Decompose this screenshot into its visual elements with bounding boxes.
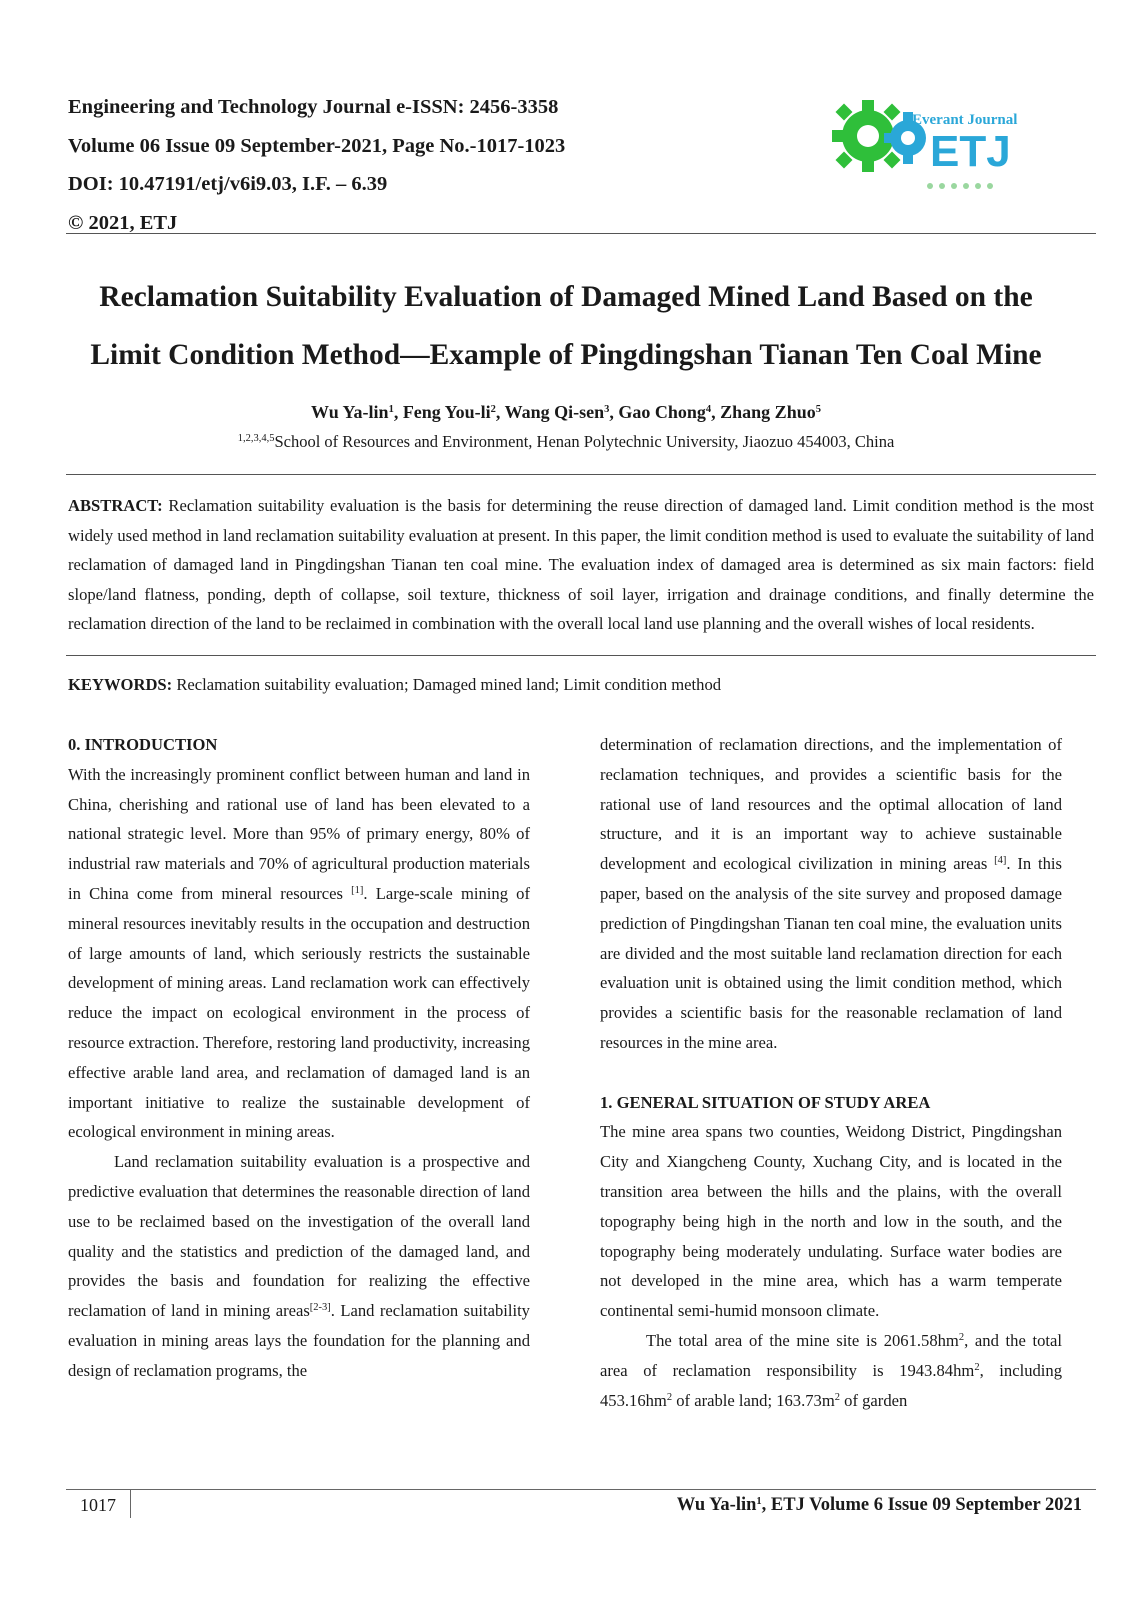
intro-paragraph-1: With the increasingly prominent conflict between human and land in China, cherishing and rational use of land has been elevated to a national strategic level. More than 95% of primary energy, 80% of industrial raw materials and 70% of agricultural production materials in China come from mineral resources [1]. Large-scale mining of mineral resources inevitably results in the occupation and destruction of large amounts of land, which seriously restricts the sustainable development of mining areas. Land reclamation work can effectively reduce the impact on ecological environment in the process of resource extraction. Therefore, restoring land productivity, increasing effective arable land area, and reclamation of damaged land is an important initiative to realize the sustainable development of ecological environment in mining areas. [68,764,530,1142]
citation-ref: [2-3] [309,1302,331,1314]
author-sup: 3 [604,404,610,415]
right-column [600,730,1062,1415]
keywords-label: KEYWORDS: [68,675,173,694]
footer-divider [66,1489,1096,1490]
copyright-line: © 2021, ETJ [68,211,178,234]
keywords [68,673,1094,697]
section-1-paragraph-2: The total area of the mine site is $2061.58hm^2$, and the total area of reclamation responsibility is $1943.84hm^2$, including $453.16hm^2$ of arable land; $163.73m^2$ of garden [600,1330,1062,1410]
logo-text-top: Everant Journal [912,112,1018,128]
section-1-heading: 1. GENERAL SITUATION OF STUDY AREA [600,1092,931,1112]
abstract [68,491,1094,639]
citation-ref: [4] [994,855,1007,867]
page-number-divider [130,1490,131,1518]
abstract-label: ABSTRACT: [68,496,163,515]
introduction-heading: 0. INTRODUCTION [68,735,218,754]
abstract-top-divider [66,474,1096,475]
journal-issn-line: Engineering and Technology Journal e-ISSN: 2456-3358 [68,96,559,118]
header-divider [66,233,1096,234]
page-number: 1017 [80,1495,116,1515]
keywords-text: Reclamation suitability evaluation; Damaged mined land; Limit condition method [172,675,722,694]
author-name: Wang Qi-sen [504,402,605,422]
affiliation-sup: 1,2,3,4,5 [237,433,275,444]
intro-paragraph-2: Land reclamation suitability evaluation is a prospective and predictive evaluation that determines the reasonable direction of land use to be reclaimed based on the investigation of the overall land quality and the statistics and prediction of the damaged land, and provides the basis and foundation for realizing the effective reclamation of land in mining areas[2-3]. Land reclamation suitability evaluation in mining areas lays the foundation for the planning and design of reclamation programs, the [68,1152,530,1380]
title-line-2: Limit Condition Method—Example of Pingdingshan Tianan Ten Coal Mine [90,339,1042,371]
affiliation [0,430,1132,454]
left-column [68,730,530,1386]
volume-issue-line: Volume 06 Issue 09 September-2021, Page No.-1017-1023 [68,134,566,157]
journal-header [68,88,628,242]
abstract-text: Reclamation suitability evaluation is the basis for determining the reuse direction of damaged land. Limit condition method is the most widely used method in land reclamation suitability evaluation at present. In this paper, the limit condition method is used to evaluate the suitability of land reclamation of damaged land in Pingdingshan Tianan ten coal mine. The evaluation index of damaged area is determined as six main factors: field slope/land flatness, ponding, depth of collapse, soil texture, thickness of soil layer, irrigation and drainage conditions, and finally determine the reclamation direction of the land to be reclaimed in combination with the overall local land use planning and the overall wishes of local residents. [68,496,1094,634]
logo-dots-decoration [927,183,993,189]
section-1-paragraph-1: The mine area spans two counties, Weidong District, Pingdingshan City and Xiangcheng County, Xuchang City, and is located in the transition area between the hills and the plains, with the overall topography being high in the north and low in the south, and the topography being moderately undulating. Surface water bodies are not developed in the mine area, which has a warm temperate continental semi-humid monsoon climate. [600,1122,1062,1321]
affiliation-text: School of Resources and Environment, Henan Polytechnic University, Jiaozuo 454003, China [274,432,895,451]
paper-title [40,268,1092,384]
citation-ref: [1] [351,884,364,896]
title-line-1: Reclamation Suitability Evaluation of Damaged Mined Land Based on the [99,281,1033,313]
author-sup: 2 [490,404,496,415]
intro-paragraph-3: determination of reclamation directions, and the implementation of reclamation techniques, and provides a scientific basis for the rational use of land resources and the optimal allocation of land structure, and it is an important way to achieve sustainable development and ecological civilization in mining areas [4]. In this paper, based on the analysis of the site survey and proposed damage prediction of Pingdingshan Tianan ten coal mine, the evaluation units are divided and the most suitable land reclamation direction for each evaluation unit is obtained using the limit condition method, which provides a scientific basis for the reasonable reclamation of land resources in the mine area. [600,735,1062,1052]
author-name: Wu Ya-lin [311,402,389,422]
author-name: Feng You-li [402,402,491,422]
logo-text-main: ETJ [930,127,1011,176]
author-list: Wu Ya-lin$^1$, Feng You-$li^2$, Wang Qi-sen$^3$, Gao Chong$^4$, Zhang Zhuo$^5$ [311,402,821,422]
author-name: Zhang Zhuo [720,402,816,422]
author-sup: 1 [388,404,394,415]
author-name: Gao Chong [618,402,706,422]
author-sup: 5 [815,404,821,415]
etj-logo [826,94,1036,198]
abstract-bottom-divider [66,655,1096,656]
running-footer: Wu Ya-lin$^1$, ETJ Volume 6 Issue 09 September 2021 [676,1495,1082,1515]
doi-line: DOI: 10.47191/etj/v6i9.03, I.F. – 6.39 [68,173,388,195]
author-sup: 4 [705,404,712,415]
